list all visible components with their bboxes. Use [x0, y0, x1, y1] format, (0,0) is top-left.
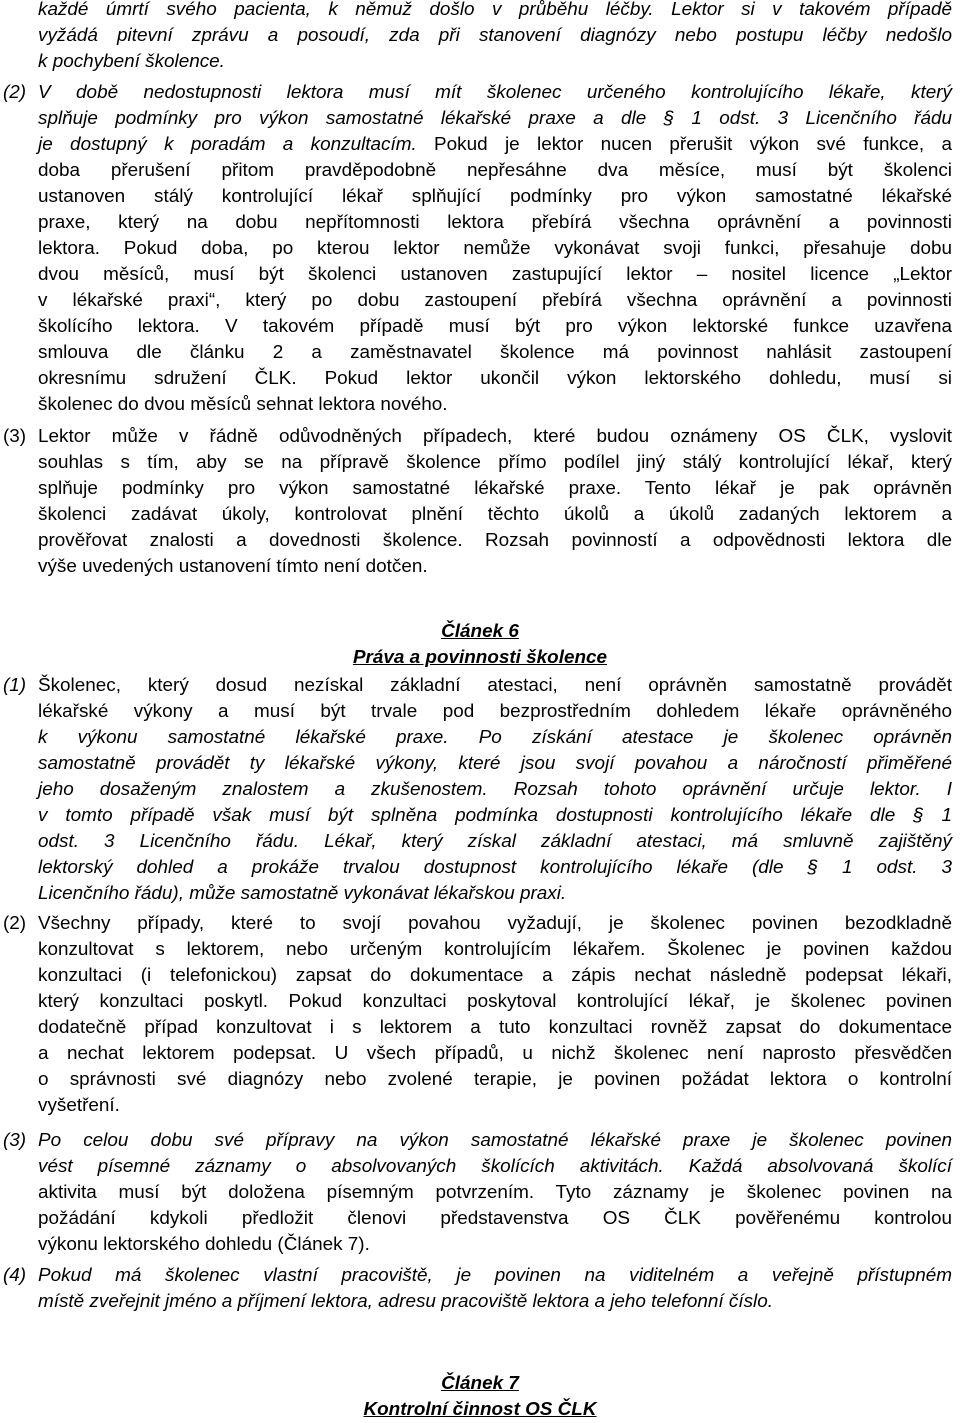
text-line: jeho dosaženým znalostem a zkušenostem. Rozsah tohoto oprávnění určuje lektor. I — [38, 779, 952, 800]
article-heading: Článek 7 — [441, 1373, 519, 1394]
text-line: okresnímu sdružení ČLK. Pokud lektor ukončil výkon lektorského dohledu, musí si — [38, 368, 952, 389]
text-line: lektorský dohled a prokáže trvalou dostupnost kontrolujícího lékaře (dle § 1 odst. 3 — [38, 857, 952, 878]
text-line: v lékařské praxi“, který po dobu zastoupení přebírá všechna oprávnění a povinnosti — [38, 290, 952, 311]
text-line: o správnosti své diagnózy nebo zvolené terapie, je povinen požádat lektora o kontrolní — [38, 1069, 952, 1090]
text-line: který konzultaci poskytl. Pokud konzultaci poskytoval kontrolující lékař, je školenec povinen — [38, 991, 952, 1012]
text-line: školenci zadávat úkoly, kontrolovat plnění těchto úkolů a úkolů zadaných lektorem a — [38, 504, 952, 525]
text-line: výše uvedených ustanovení tímto není dotčen. — [38, 556, 428, 577]
text-line: místě zveřejnit jméno a příjmení lektora, adresu pracoviště lektora a jeho telefonní číslo. — [38, 1291, 773, 1312]
text-segment: Pokud je lektor nucen přerušit výkon své funkce, a — [416, 134, 952, 155]
paragraph-number: (1) — [3, 675, 27, 696]
text-line: lékařské výkony a musí být trvale pod bezprostředním dohledem lékaře oprávněného — [38, 701, 952, 722]
article-heading: Článek 6 — [441, 621, 519, 642]
text-line: souhlas s tím, aby se na přípravě školence přímo podílel jiný stálý kontrolující lékař, který — [38, 452, 952, 473]
text-line: a nechat lektorem podepsat. U všech případů, u nichž školenec není naprosto přesvědčen — [38, 1043, 952, 1064]
text-line: Školenec, který dosud nezískal základní atestaci, není oprávněn samostatně provádět — [38, 675, 952, 696]
paragraph-number: (4) — [3, 1265, 27, 1286]
text-line: ustanoven stálý kontrolující lékař splňující podmínky pro výkon samostatné lékařské — [38, 186, 952, 207]
text-line: Licenčního řádu), může samostatně vykonávat lékařskou praxi. — [38, 883, 567, 904]
paragraph-number: (2) — [3, 913, 27, 934]
text-line: vyšetření. — [38, 1095, 120, 1116]
text-line: dodatečně případ konzultovat i s lektorem a tuto konzultaci rovněž zapsat do dokumentace — [38, 1017, 952, 1038]
text-line: prověřovat znalosti a dovednosti školence. Rozsah povinností a odpovědnosti lektora dle — [38, 530, 952, 551]
text-segment: lektora. — [38, 238, 100, 259]
text-line: vést písemné záznamy o absolvovaných školících aktivitách. Každá absolvovaná školící — [38, 1156, 952, 1177]
text-line: výkonu lektorského dohledu (Článek 7). — [38, 1234, 370, 1255]
text-line: každé úmrtí svého pacienta, k němuž došlo v průběhu léčby. Lektor si v takovém případě — [38, 0, 952, 20]
paragraph-number: (2) — [3, 82, 27, 103]
text-line: samostatně provádět ty lékařské výkony, které jsou svojí povahou a náročností přiměřené — [38, 753, 952, 774]
text-line: k výkonu samostatné lékařské praxe. Po získání atestace je školenec oprávněn — [38, 727, 952, 748]
text-line: k pochybení školence. — [38, 51, 225, 72]
text-line: doba přerušení přitom pravděpodobně nepřesáhne dva měsíce, musí být školenci — [38, 160, 952, 181]
text-segment-italic: je dostupný k poradám a konzultacím. — [38, 134, 417, 155]
text-line: Po celou dobu své přípravy na výkon samostatné lékařské praxe je školenec povinen — [38, 1130, 952, 1151]
text-line: konzultovat s lektorem, nebo určeným kontrolujícím lékařem. Školenec je povinen každou — [38, 939, 952, 960]
text-line: smlouva dle článku 2 a zaměstnavatel školence má povinnost nahlásit zastoupení — [38, 342, 952, 363]
text-line: požádání kdykoli předložit členovi představenstva OS ČLK pověřenému kontrolou — [38, 1208, 952, 1229]
text-line: Lektor může v řádně odůvodněných případech, které budou oznámeny OS ČLK, vyslovit — [38, 426, 952, 447]
text-line: splňuje podmínky pro výkon samostatné lékařské praxe a dle § 1 odst. 3 Licenčního řádu — [38, 108, 952, 129]
text-line-mixed — [38, 236, 952, 262]
text-line: Všechny případy, které to svojí povahou vyžadují, je školenec povinen bezodkladně — [38, 913, 952, 934]
text-line: vyžádá pitevní zprávu a posoudí, zda při stanovení diagnózy nebo postupu léčby nedošlo — [38, 25, 952, 46]
text-line: konzultaci (i telefonickou) zapsat do dokumentace a zápis nechat následně podepsat lékaři, — [38, 965, 952, 986]
article-subheading: Kontrolní činnost OS ČLK — [363, 1399, 597, 1420]
text-line-mixed — [38, 132, 952, 158]
text-line: aktivita musí být doložena písemným potvrzením. Tyto záznamy je školenec povinen na — [38, 1182, 952, 1203]
text-line: školenec do dvou měsíců sehnat lektora nového. — [38, 394, 448, 415]
text-line: v tomto případě však musí být splněna podmínka dostupnosti kontrolujícího lékaře dle § 1 — [38, 805, 952, 826]
text-line: odst. 3 Licenčního řádu. Lékař, který získal základní atestaci, má smluvně zajištěný — [38, 831, 952, 852]
article-subheading: Práva a povinnosti školence — [352, 647, 608, 668]
paragraph-number: (3) — [3, 1130, 27, 1151]
text-line: praxe, který na dobu nepřítomnosti lektora přebírá všechna oprávnění a povinnosti — [38, 212, 952, 233]
text-line: V době nedostupnosti lektora musí mít školenec určeného kontrolujícího lékaře, který — [38, 82, 952, 103]
paragraph-number: (3) — [3, 426, 27, 447]
text-line: splňuje podmínky pro výkon samostatné lékařské praxe. Tento lékař je pak oprávněn — [38, 478, 952, 499]
text-line: dvou měsíců, musí být školenci ustanoven zastupující lektor – nositel licence „Lektor — [38, 264, 952, 285]
text-segment: Pokud doba, po kterou lektor nemůže vykonávat svoji funkci, přesahuje dobu — [99, 238, 952, 259]
text-line: školícího lektora. V takovém případě musí být pro výkon lektorské funkce uzavřena — [38, 316, 952, 337]
text-line: Pokud má školenec vlastní pracoviště, je povinen na viditelném a veřejně přístupném — [38, 1265, 952, 1286]
